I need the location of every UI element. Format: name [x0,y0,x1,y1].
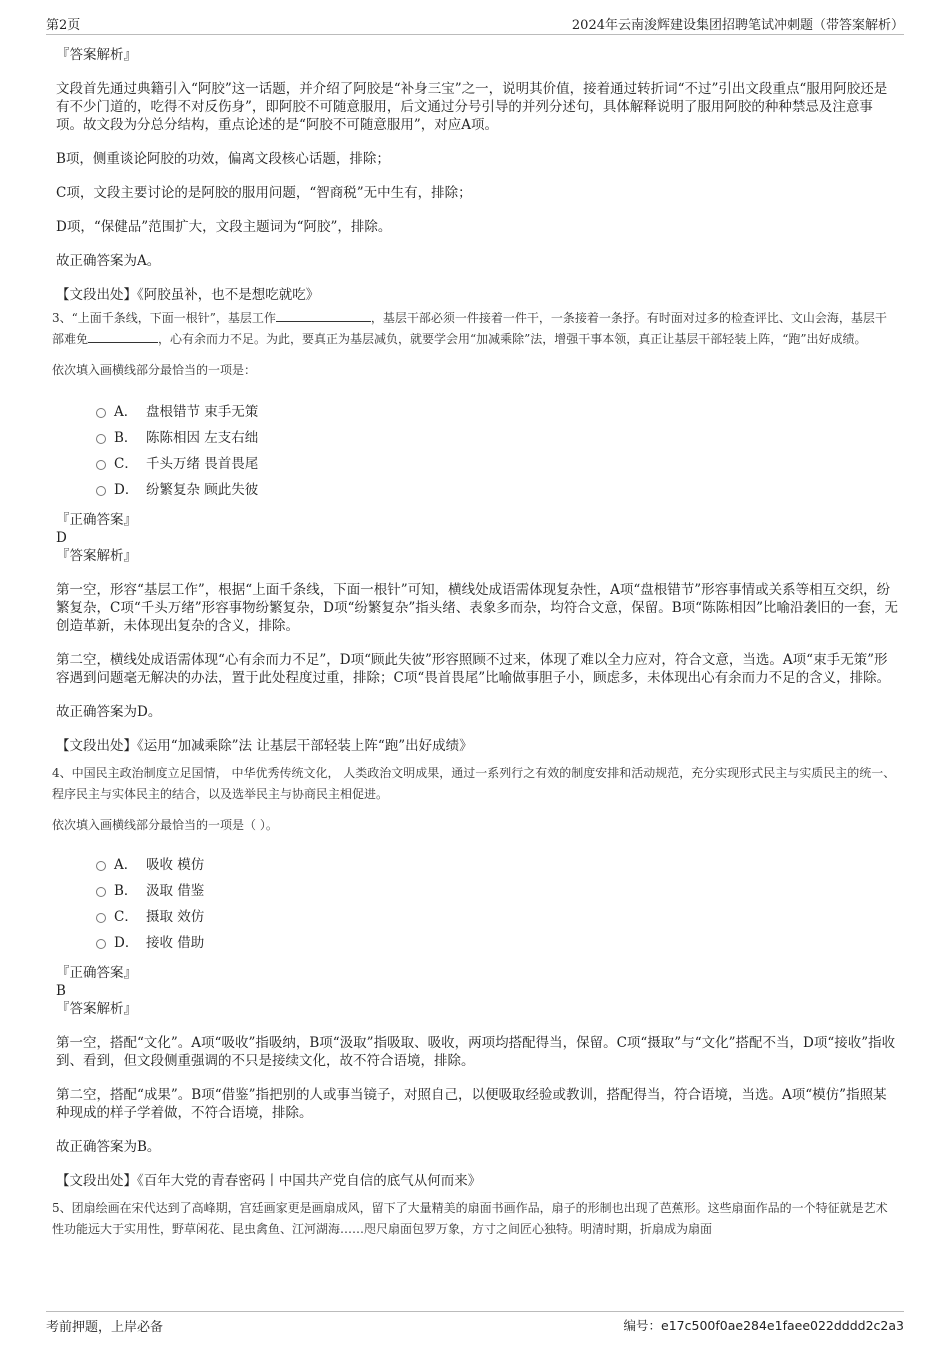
option-letter: B． [114,883,138,899]
q2-source: 【文段出处】《阿胶虽补，也不是想吃就吃》 [56,287,320,303]
page-footer [46,1311,904,1334]
q5-stem: 5、团扇绘画在宋代达到了高峰期，宫廷画家更是画扇成风，留下了大量精美的扇面书画作品，扇子的形制也出现了芭蕉形。这些扇面作品的一个特征就是艺术性功能远大于实用性，野草闲花、昆虫禽鱼、江河湖海……咫尺扇面包罗万象，方寸之间匠心独特。明清时期，折扇成为扇面 [52,1201,888,1236]
option-text: 吸收 模仿 [146,857,205,873]
radio-icon[interactable] [96,861,106,871]
option-letter: A． [114,404,138,420]
q3-blank-1 [276,321,371,322]
option-text: 盘根错节 束手无策 [146,404,259,420]
option-text: 千头万绪 畏首畏尾 [146,456,259,472]
option-text: 接收 借助 [146,935,205,951]
q4-option-d[interactable] [56,930,898,956]
radio-icon[interactable] [96,460,106,470]
page-content [52,46,898,1240]
q3-option-d[interactable] [56,477,898,503]
q3-option-b[interactable] [56,425,898,451]
q4-option-c[interactable] [56,904,898,930]
option-letter: D． [114,482,139,498]
q4-prompt: 依次填入画横线部分最恰当的一项是（ ）。 [52,818,278,832]
q3-stem-part-1: 3、“上面千条线，下面一根针”，基层工作 [52,311,276,325]
radio-icon[interactable] [96,434,106,444]
q2-analysis-paragraph: 文段首先通过典籍引入“阿胶”这一话题，并介绍了阿胶是“补身三宝”之一，说明其价值，接着通过转折词“不过”引出文段重点“服用阿胶还是有不少门道的，吃得不对反伤身”，即阿胶不可随意服用，后文通过分号引导的并列分述句，具体解释说明了服用阿胶的种种禁忌及注意事项。故文段为分总分结构，重点论述的是“阿胶不可随意服用”，对应A项。 [56,81,888,133]
option-letter: D． [114,935,139,951]
q3-analysis-paragraph-1: 第一空，形容“基层工作”，根据“上面千条线，下面一根针”可知，横线处成语需体现复杂性，A项“盘根错节”形容事情或关系等相互交织，纷繁复杂，C项“千头万绪”形容事物纷繁复杂，D项“纷繁复杂”指头绪、表象多而杂，均符合文意，保留。B项“陈陈相因”比喻沿袭旧的一套，无创造革新，未体现出复杂的含义，排除。 [56,582,898,634]
q3-source: 【文段出处】《运用“加减乘除”法 让基层干部轻装上阵“跑”出好成绩》 [56,738,473,754]
q3-answer-label: 『正确答案』 [56,512,137,528]
page-number: 第2页 [46,18,81,33]
q4-source: 【文段出处】《百年大党的青春密码丨中国共产党自信的底气从何而来》 [56,1173,482,1189]
document-title: 2024年云南浚辉建设集团招聘笔试冲刺题（带答案解析） [571,18,904,33]
q4-options [56,852,898,956]
q3-prompt: 依次填入画横线部分最恰当的一项是： [52,363,257,377]
option-text: 纷繁复杂 顾此失彼 [146,482,259,498]
q4-option-a[interactable] [56,852,898,878]
footer-slogan: 考前押题，上岸必备 [46,1320,164,1335]
q3-stem [52,308,898,350]
option-letter: B． [114,430,138,446]
q3-analysis-paragraph-2: 第二空，横线处成语需体现“心有余而力不足”，D项“顾此失彼”形容照顾不过来，体现了难以全力应对，符合文意，当选。A项“束手无策”形容遇到问题毫无解决的办法，置于此处程度过重，排除；C项“畏首畏尾”比喻做事胆子小，顾虑多，未体现出心有余而力不足的含义，排除。 [56,652,891,686]
radio-icon[interactable] [96,913,106,923]
q3-conclusion: 故正确答案为D。 [56,704,162,720]
page-header [46,14,904,35]
q4-conclusion: 故正确答案为B。 [56,1139,161,1155]
q3-analysis-label: 『答案解析』 [56,548,137,564]
q4-analysis-label: 『答案解析』 [56,1001,137,1017]
q2-analysis-option-b: B项，侧重谈论阿胶的功效，偏离文段核心话题，排除； [56,151,390,167]
option-text: 汲取 借鉴 [146,883,205,899]
radio-icon[interactable] [96,486,106,496]
q4-answer: B [56,983,66,999]
option-text: 摄取 效仿 [146,909,205,925]
radio-icon[interactable] [96,408,106,418]
option-letter: C． [114,909,138,925]
q2-analysis-label: 『答案解析』 [56,47,137,63]
q4-stem: 4、中国民主政治制度立足国情， 中华优秀传统文化， 人类政治文明成果，通过一系列行之有效的制度安排和活动规范，充分实现形式民主与实质民主的统一、程序民主与实体民主的结合，以及选举民主与协商民主相促进。 [52,766,896,801]
q3-options [56,399,898,503]
q2-analysis-option-c: C项，文段主要讨论的是阿胶的服用问题，“智商税”无中生有，排除； [56,185,472,201]
option-letter: C． [114,456,138,472]
q4-answer-label: 『正确答案』 [56,965,137,981]
q4-analysis-paragraph-1: 第一空，搭配“文化”。A项“吸收”指吸纳，B项“汲取”指吸取、吸收，两项均搭配得当，保留。C项“摄取”与“文化”搭配不当，D项“接收”指收到、看到，但文段侧重强调的不只是接续文化，故不符合语境，排除。 [56,1035,896,1069]
option-letter: A． [114,857,138,873]
q3-blank-2 [88,342,158,343]
q3-answer: D [56,530,67,546]
q2-analysis-option-d: D项，“保健品”范围扩大，文段主题词为“阿胶”，排除。 [56,219,392,235]
q3-option-a[interactable] [56,399,898,425]
q3-stem-part-2: ，基层干部必须一件接着一件干，一条接着一条抒。有时面对过多的检查评比、文山会海，基层干部难免 [52,311,887,346]
option-text: 陈陈相因 左支右绌 [146,430,259,446]
q4-option-b[interactable] [56,878,898,904]
q2-conclusion: 故正确答案为A。 [56,253,161,269]
q3-stem-part-3: ，心有余而力不足。为此，要真正为基层减负，就要学会用“加减乘除”法，增强干事本领，真正让基层干部轻装上阵，“跑”出好成绩。 [158,332,867,346]
q3-option-c[interactable] [56,451,898,477]
q4-analysis-paragraph-2: 第二空，搭配“成果”。B项“借鉴”指把别的人或事当镜子，对照自己，以便吸取经验或教训，搭配得当，符合语境，当选。A项“模仿”指照某种现成的样子学着做，不符合语境，排除。 [56,1087,887,1121]
document-id: 编号：e17c500f0ae284e1faee022dddd2c2a3 [623,1318,904,1333]
radio-icon[interactable] [96,939,106,949]
radio-icon[interactable] [96,887,106,897]
